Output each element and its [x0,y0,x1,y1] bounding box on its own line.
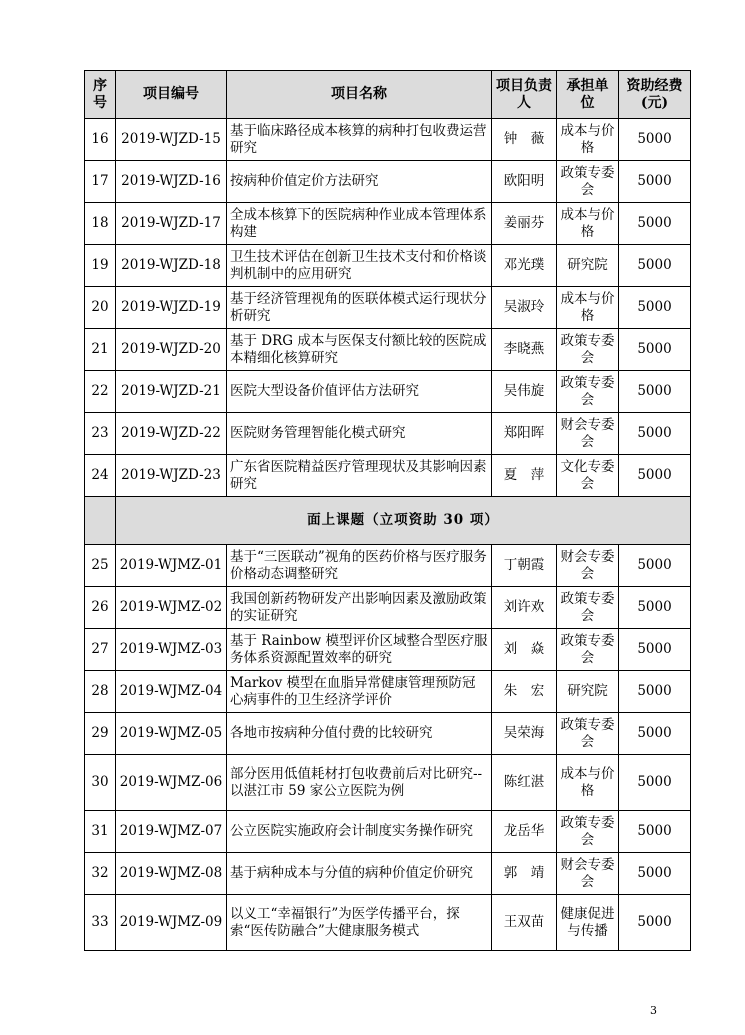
header-funding: 资助经费(元) [619,71,691,119]
row-funding: 5000 [619,371,691,413]
row-name: 基于“三医联动”视角的医药价格与医疗服务价格动态调整研究 [227,545,492,587]
table-row [85,629,691,671]
row-funding: 5000 [619,119,691,161]
row-unit: 政策专委会 [557,329,619,371]
row-index: 28 [85,671,116,713]
section-header [85,497,691,545]
row-unit: 研究院 [557,671,619,713]
table-row [85,287,691,329]
row-leader: 龙岳华 [492,811,557,853]
row-funding: 5000 [619,671,691,713]
row-code: 2019-WJZD-18 [116,245,227,287]
row-name: 基于经济管理视角的医联体模式运行现状分析研究 [227,287,492,329]
row-index: 26 [85,587,116,629]
row-leader: 朱 宏 [492,671,557,713]
row-name: 我国创新药物研发产出影响因素及激励政策的实证研究 [227,587,492,629]
row-code: 2019-WJZD-19 [116,287,227,329]
section-title: 面上课题（立项资助 30 项） [116,497,691,545]
row-name: 基于 DRG 成本与医保支付额比较的医院成本精细化核算研究 [227,329,492,371]
row-leader: 邓光璞 [492,245,557,287]
header-row [85,71,691,119]
row-unit: 政策专委会 [557,629,619,671]
row-code: 2019-WJMZ-05 [116,713,227,755]
row-funding: 5000 [619,245,691,287]
row-name: 各地市按病种分值付费的比较研究 [227,713,492,755]
table-row [85,811,691,853]
row-index: 25 [85,545,116,587]
project-table [84,70,691,951]
row-index: 22 [85,371,116,413]
table-row [85,203,691,245]
row-name: 基于病种成本与分值的病种价值定价研究 [227,853,492,895]
row-code: 2019-WJZD-20 [116,329,227,371]
row-unit: 财会专委会 [557,413,619,455]
row-code: 2019-WJMZ-06 [116,755,227,811]
row-funding: 5000 [619,161,691,203]
row-leader: 陈红湛 [492,755,557,811]
page-number: 3 [650,1004,657,1017]
row-code: 2019-WJMZ-09 [116,895,227,951]
row-code: 2019-WJZD-16 [116,161,227,203]
header-name: 项目名称 [227,71,492,119]
row-funding: 5000 [619,629,691,671]
row-code: 2019-WJZD-23 [116,455,227,497]
row-code: 2019-WJMZ-07 [116,811,227,853]
table-row [85,245,691,287]
row-name: 卫生技术评估在创新卫生技术支付和价格谈判机制中的应用研究 [227,245,492,287]
row-unit: 政策专委会 [557,587,619,629]
row-name: 按病种价值定价方法研究 [227,161,492,203]
row-unit: 研究院 [557,245,619,287]
row-leader: 钟 薇 [492,119,557,161]
row-name: 医院大型设备价值评估方法研究 [227,371,492,413]
row-name: 医院财务管理智能化模式研究 [227,413,492,455]
row-unit: 健康促进与传播 [557,895,619,951]
table-row [85,545,691,587]
row-unit: 政策专委会 [557,161,619,203]
table-row [85,587,691,629]
table-row [85,329,691,371]
row-leader: 李晓燕 [492,329,557,371]
row-unit: 政策专委会 [557,811,619,853]
row-unit: 政策专委会 [557,713,619,755]
row-code: 2019-WJMZ-01 [116,545,227,587]
row-index: 21 [85,329,116,371]
row-leader: 郭 靖 [492,853,557,895]
table-row [85,895,691,951]
row-funding: 5000 [619,545,691,587]
row-leader: 王双苗 [492,895,557,951]
row-unit: 成本与价格 [557,203,619,245]
row-funding: 5000 [619,287,691,329]
row-code: 2019-WJMZ-03 [116,629,227,671]
table-row [85,161,691,203]
row-leader: 吴淑玲 [492,287,557,329]
table-row [85,755,691,811]
row-index: 27 [85,629,116,671]
header-unit: 承担单位 [557,71,619,119]
row-index: 19 [85,245,116,287]
row-index: 29 [85,713,116,755]
header-index: 序号 [85,71,116,119]
table-row [85,413,691,455]
table-body-general-projects [85,545,691,951]
row-index: 33 [85,895,116,951]
section-row [85,497,691,545]
row-index: 17 [85,161,116,203]
table-row [85,455,691,497]
row-funding: 5000 [619,713,691,755]
row-code: 2019-WJMZ-08 [116,853,227,895]
row-index: 20 [85,287,116,329]
row-leader: 丁朝霞 [492,545,557,587]
row-unit: 政策专委会 [557,371,619,413]
row-name: 广东省医院精益医疗管理现状及其影响因素研究 [227,455,492,497]
row-code: 2019-WJZD-15 [116,119,227,161]
row-index: 18 [85,203,116,245]
row-name: 公立医院实施政府会计制度实务操作研究 [227,811,492,853]
row-unit: 文化专委会 [557,455,619,497]
row-unit: 成本与价格 [557,287,619,329]
row-funding: 5000 [619,455,691,497]
row-index: 23 [85,413,116,455]
table-row [85,371,691,413]
row-index: 30 [85,755,116,811]
row-funding: 5000 [619,203,691,245]
table-row [85,119,691,161]
row-code: 2019-WJMZ-04 [116,671,227,713]
row-leader: 吴荣海 [492,713,557,755]
row-unit: 成本与价格 [557,119,619,161]
row-name: 基于 Rainbow 模型评价区域整合型医疗服务体系资源配置效率的研究 [227,629,492,671]
row-leader: 夏 萍 [492,455,557,497]
row-code: 2019-WJZD-22 [116,413,227,455]
row-leader: 郑阳晖 [492,413,557,455]
row-leader: 刘许欢 [492,587,557,629]
row-index: 32 [85,853,116,895]
row-funding: 5000 [619,853,691,895]
row-code: 2019-WJZD-17 [116,203,227,245]
row-funding: 5000 [619,811,691,853]
row-funding: 5000 [619,329,691,371]
row-leader: 吴伟旋 [492,371,557,413]
row-name: 部分医用低值耗材打包收费前后对比研究--以湛江市 59 家公立医院为例 [227,755,492,811]
row-code: 2019-WJZD-21 [116,371,227,413]
table-row [85,671,691,713]
row-funding: 5000 [619,587,691,629]
row-leader: 姜丽芬 [492,203,557,245]
row-funding: 5000 [619,413,691,455]
row-funding: 5000 [619,755,691,811]
row-name: 全成本核算下的医院病种作业成本管理体系构建 [227,203,492,245]
row-unit: 财会专委会 [557,853,619,895]
table-row [85,853,691,895]
row-name: 基于临床路径成本核算的病种打包收费运营研究 [227,119,492,161]
row-unit: 成本与价格 [557,755,619,811]
row-index: 24 [85,455,116,497]
row-unit: 财会专委会 [557,545,619,587]
table-body-key-projects [85,119,691,497]
row-name: 以义工“幸福银行”为医学传播平台，探索“医传防融合”大健康服务模式 [227,895,492,951]
row-name: Markov 模型在血脂异常健康管理预防冠心病事件的卫生经济学评价 [227,671,492,713]
table-row [85,713,691,755]
row-index: 31 [85,811,116,853]
row-index: 16 [85,119,116,161]
header-code: 项目编号 [116,71,227,119]
section-blank-cell [85,497,116,545]
row-funding: 5000 [619,895,691,951]
row-leader: 刘 焱 [492,629,557,671]
row-leader: 欧阳明 [492,161,557,203]
row-code: 2019-WJMZ-02 [116,587,227,629]
header-leader: 项目负责人 [492,71,557,119]
